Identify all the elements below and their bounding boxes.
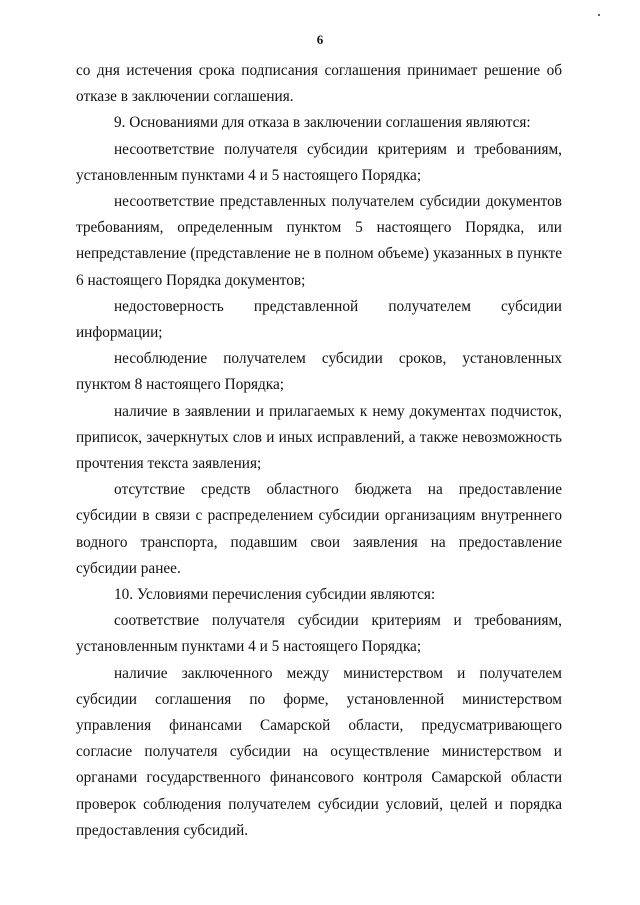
- paragraph-continuation: со дня истечения срока подписания соглашения принимает решение об отказе в заключении соглашения.: [76, 62, 562, 106]
- paragraph-item-10-heading: 10. Условиями перечисления субсидии являются:: [114, 586, 436, 604]
- page-number: 6: [316, 32, 324, 47]
- scan-speck: [598, 14, 600, 16]
- paragraph-refusal-deadlines: несоблюдение получателем субсидии сроков, установленных пунктом 8 настоящего Порядка;: [76, 350, 562, 394]
- paragraph-condition-agreement: наличие заключенного между министерством и получателем субсидии соглашения по форме, установленной министерством управления финансами Самарской области, предусматривающего согласие получателя субсидии на осуществление министерством и органами государственного финансового контроля Самарской области проверок соблюдения получателем субсидии условий, целей и порядка предоставления субсидий.: [76, 664, 562, 839]
- paragraph-refusal-criteria: несоответствие получателя субсидии критериям и требованиям, установленным пунктами 4 и 5 настоящего Порядка;: [76, 140, 562, 184]
- paragraph-refusal-corrections: наличие в заявлении и прилагаемых к нему документах подчисток, приписок, зачеркнутых слов и иных исправлений, а также невозможность прочтения текста заявления;: [76, 402, 562, 473]
- paragraph-refusal-budget: отсутствие средств областного бюджета на предоставление субсидии в связи с распределением субсидии организациям внутреннего водного транспорта, подавшим свои заявления на предоставление субсидии ранее.: [76, 481, 562, 577]
- paragraph-refusal-unreliable: недостоверность представленной получателем субсидии информации;: [76, 297, 562, 342]
- paragraph-item-9-heading: 9. Основаниями для отказа в заключении соглашения являются:: [114, 114, 531, 132]
- paragraph-refusal-documents: несоответствие представленных получателем субсидии документов требованиям, определенным пунктом 5 настоящего Порядка, или непредставление (представление не в полном объеме) указанных в пункте 6 настоящего Порядка документов;: [76, 193, 562, 289]
- document-body: [76, 58, 562, 844]
- paragraph-condition-criteria: соответствие получателя субсидии критериям и требованиям, установленным пунктами 4 и 5 настоящего Порядка;: [76, 612, 562, 656]
